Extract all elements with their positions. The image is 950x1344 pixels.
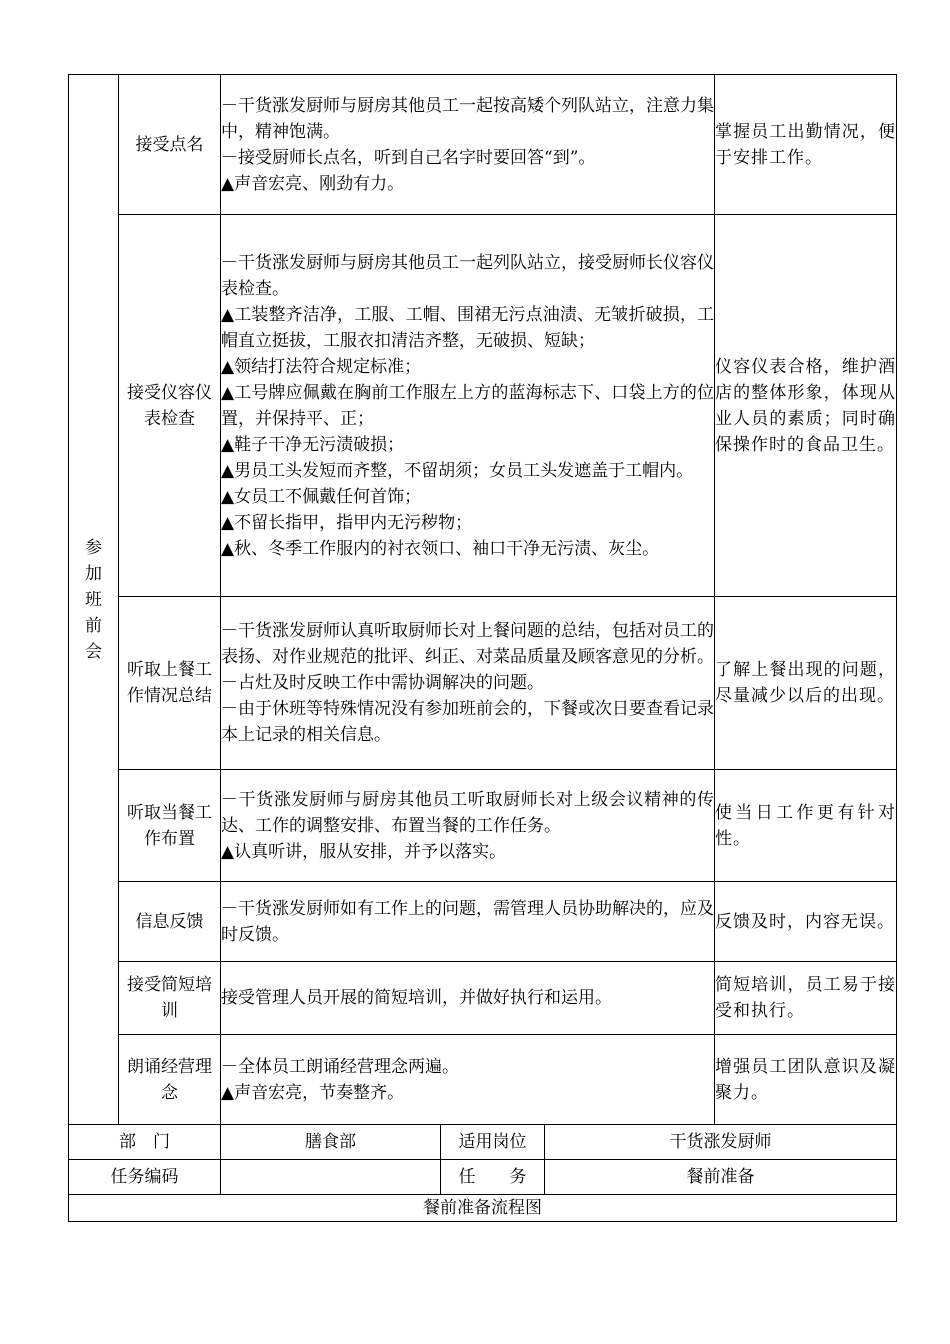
- description-line: ▲女员工不佩戴任何首饰；: [221, 486, 422, 507]
- description-line: 接受管理人员开展的简短培训，并做好执行和运用。: [221, 988, 612, 1008]
- description-line: ▲认真听讲，服从安排，并予以落实。: [221, 841, 507, 862]
- description-line: －接受厨师长点名，听到自己名字时要回答“到”。: [221, 147, 596, 168]
- task-value: 餐前准备: [545, 1160, 897, 1195]
- description-line: ▲不留长指甲，指甲内无污秽物；: [221, 512, 473, 533]
- step-description: [221, 882, 715, 962]
- step-name: 接受点名: [119, 75, 221, 215]
- table-row: [69, 75, 897, 215]
- task-label: 任 务: [441, 1160, 545, 1195]
- table-row: [69, 1035, 897, 1125]
- post-label: 适用岗位: [441, 1125, 545, 1160]
- step-name: 朗诵经营理念: [119, 1035, 221, 1125]
- step-name: 接受仪容仪表检查: [119, 215, 221, 597]
- description-line: －占灶及时反映工作中需协调解决的问题。: [221, 673, 544, 693]
- description-line: ▲秋、冬季工作服内的衬衣领口、袖口干净无污渍、灰尘。: [221, 538, 660, 559]
- step-goal: 掌握员工出勤情况，便于安排工作。: [715, 75, 897, 215]
- description-line: －干货涨发厨师如有工作上的问题，需管理人员协助解决的，应及时反馈。: [221, 898, 715, 945]
- step-goal: 简短培训，员工易于接受和执行。: [715, 962, 897, 1035]
- description-line: －由于休班等特殊情况没有参加班前会的，下餐或次日要查看记录本上记录的相关信息。: [221, 699, 715, 745]
- description-line: －干货涨发厨师与厨房其他员工一起列队站立，接受厨师长仪容仪表检查。: [221, 252, 715, 299]
- section-label: 参加班前会: [85, 537, 102, 662]
- description-line: ▲领结打法符合规定标准；: [221, 356, 422, 377]
- table-row: [69, 882, 897, 962]
- step-description: [221, 770, 715, 882]
- description-line: ▲声音宏亮、刚劲有力。: [221, 173, 405, 194]
- description-line: －干货涨发厨师与厨房其他员工一起按高矮个列队站立，注意力集中，精神饱满。: [221, 95, 715, 142]
- description-line: ▲工装整齐洁净，工服、工帽、围裙无污点油渍、无皱折破损，工帽直立挺拔，工服衣扣清洁齐整，无破损、短缺；: [221, 304, 715, 351]
- department-label: 部 门: [69, 1125, 221, 1160]
- step-name: 接受简短培训: [119, 962, 221, 1035]
- description-line: －干货涨发厨师与厨房其他员工听取厨师长对上级会议精神的传达、工作的调整安排、布置当餐的工作任务。: [221, 789, 715, 836]
- info-row-department: [69, 1125, 897, 1160]
- step-goal: 仪容仪表合格，维护酒店的整体形象，体现从业人员的素质；同时确保操作时的食品卫生。: [715, 215, 897, 597]
- step-goal: 增强员工团队意识及凝聚力。: [715, 1035, 897, 1125]
- table-row: [69, 597, 897, 770]
- step-goal: 反馈及时，内容无误。: [715, 882, 897, 962]
- info-row-task: [69, 1160, 897, 1195]
- step-goal: 了解上餐出现的问题，尽量减少以后的出现。: [715, 597, 897, 770]
- step-name: 听取当餐工作布置: [119, 770, 221, 882]
- description-line: ▲鞋子干净无污渍破损；: [221, 434, 405, 455]
- step-name: 听取上餐工作情况总结: [119, 597, 221, 770]
- post-value: 干货涨发厨师: [545, 1125, 897, 1160]
- description-line: ▲男员工头发短而齐整，不留胡须；女员工头发遮盖于工帽内。: [221, 460, 694, 481]
- description-line: ▲工号牌应佩戴在胸前工作服左上方的蓝海标志下、口袋上方的位置，并保持平、正；: [221, 382, 715, 429]
- footer-row: [69, 1195, 897, 1222]
- task-code-label: 任务编码: [69, 1160, 221, 1195]
- flowchart-title: 餐前准备流程图: [69, 1195, 897, 1222]
- step-description: [221, 1035, 715, 1125]
- section-cell: [69, 75, 119, 1125]
- table-row: [69, 962, 897, 1035]
- step-description: [221, 215, 715, 597]
- step-name: 信息反馈: [119, 882, 221, 962]
- description-line: －干货涨发厨师认真听取厨师长对上餐问题的总结，包括对员工的表扬、对作业规范的批评、纠正、对菜品质量及顾客意见的分析。: [221, 621, 715, 667]
- task-code-value: [221, 1160, 441, 1195]
- department-value: 膳食部: [221, 1125, 441, 1160]
- description-line: －全体员工朗诵经营理念两遍。: [221, 1056, 459, 1077]
- description-line: ▲声音宏亮，节奏整齐。: [221, 1082, 405, 1103]
- step-description: [221, 597, 715, 770]
- step-goal: 使当日工作更有针对性。: [715, 770, 897, 882]
- step-description: [221, 75, 715, 215]
- table-row: [69, 770, 897, 882]
- step-description: [221, 962, 715, 1035]
- table-row: [69, 215, 897, 597]
- procedure-table: [68, 74, 897, 1222]
